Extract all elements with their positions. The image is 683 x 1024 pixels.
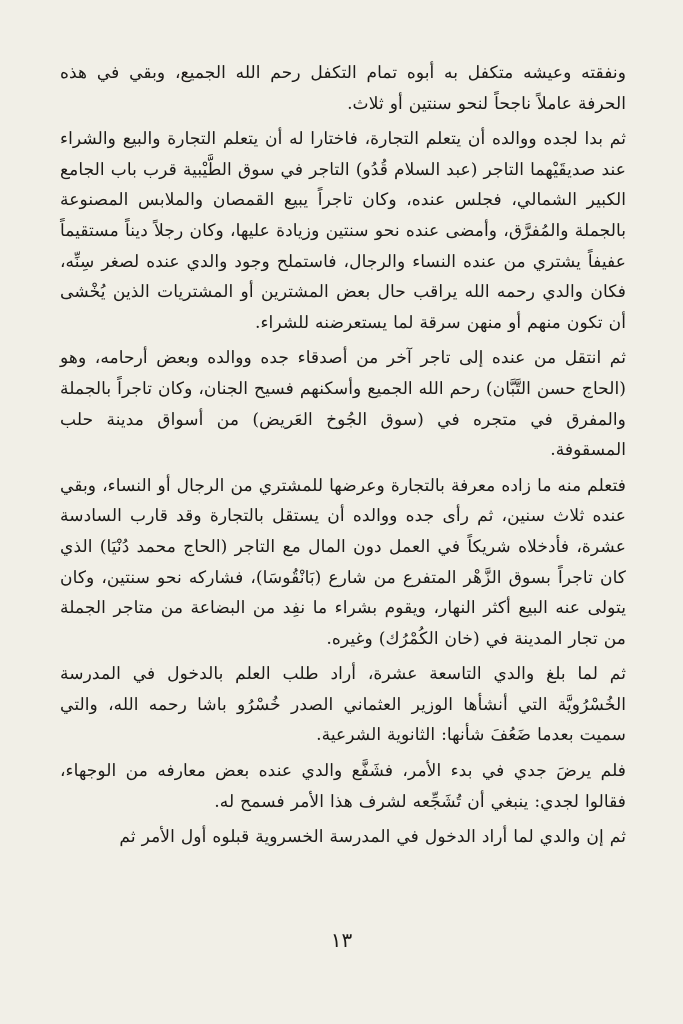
paragraph: ثم انتقل من عنده إلى تاجر آخر من أصدقاء جده ووالده وبعض أرحامه، وهو (الحاج حسن التَّبَّان) رحم الله الجميع وأسكنهم فسيح الجنان، وكان تاجراً بالجملة والمفرق في متجره في (سوق الجُوخ العَريض) من أسواق مدينة حلب المسقوفة. (60, 348, 626, 461)
paragraph: ونفقته وعيشه متكفل به أبوه تمام التكفل رحم الله الجميع، وبقي في هذه الحرفة عاملاً ناجحاً لنحو سنتين أو ثلاث. (60, 63, 626, 114)
page-number: ١٣ (330, 928, 353, 952)
paragraph: ثم لما بلغ والدي التاسعة عشرة، أراد طلب العلم بالدخول في المدرسة الخُسْرُويَّة التي أنشأها الوزير العثماني الصدر خُسْرُو باشا رحمه الله، والتي سميت بعدما ضَعُفَ شأنها: الثانوية الشرعية. (60, 664, 626, 746)
paragraph: فلم يرضَ جدي في بدء الأمر، فشَفَّع والدي عنده بعض معارفه من الوجهاء، فقالوا لجدي: ينبغي أن تُشَجِّعه لشرف هذا الأمر فسمح له. (60, 761, 626, 812)
body-text (60, 58, 626, 858)
paragraph: ثم إن والدي لما أراد الدخول في المدرسة الخسروية قبلوه أول الأمر ثم (119, 827, 626, 848)
paragraph: ثم بدا لجده ووالده أن يتعلم التجارة، فاختارا له أن يتعلم التجارة والبيع والشراء عند صديقَيْهما التاجر (عبد السلام قُدُو) التاجر في سوق الطَّيْبية قرب باب الجامع الكبير الشمالي، فجلس عنده، وكان تاجراً يبيع القمصان والملابس المصنوعة بالجملة والمُفرَّق، وأمضى عنده نحو سنتين وزيادة عليها، وكان رجلاً ديناً مستقيماً عفيفاً يشتري من عنده النساء والرجال، فاستملح وجود والدي عنده لصغر سِنِّه، فكان والدي رحمه الله يراقب حال بعض المشترين أو المشتريات الذين يُخْشى أن تكون منهم أو منهن سرقة لما يستعرضنه للشراء. (60, 129, 626, 333)
paragraph: فتعلم منه ما زاده معرفة بالتجارة وعرضها للمشتري من الرجال أو النساء، وبقي عنده ثلاث سنين، ثم رأى جده ووالده أن يستقل بالتجارة وقد قارب السادسة عشرة، فأدخلاه شريكاً في العمل دون المال مع التاجر (الحاج محمد دُنْيَا) الذي كان تاجراً بسوق الزَّهْر المتفرع من شارع (بَانْقُوسَا)، فشاركه نحو سنتين، وكان يتولى عنه البيع أكثر النهار، ويقوم بشراء ما نفِد من البضاعة من متاجر الجملة من تجار المدينة في (خان الكُمْرُك) وغيره. (60, 475, 626, 649)
